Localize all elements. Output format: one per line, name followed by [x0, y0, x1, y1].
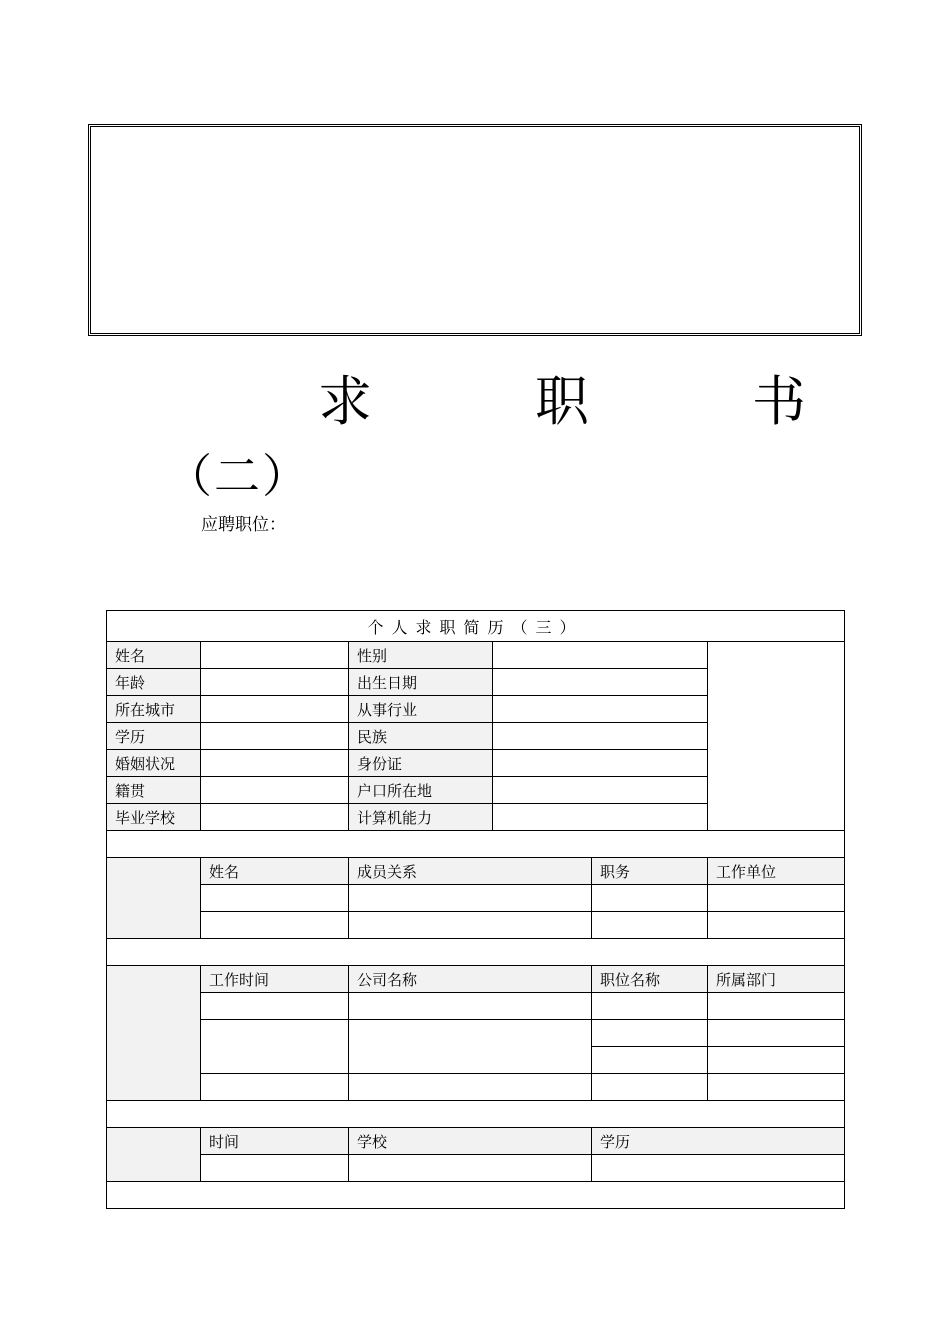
work-cell[interactable] — [708, 1020, 845, 1047]
label-age: 年龄 — [107, 669, 201, 696]
work-cell[interactable] — [201, 1020, 349, 1074]
field-city[interactable] — [201, 696, 349, 723]
field-id-card[interactable] — [493, 750, 708, 777]
table-row — [107, 1020, 845, 1047]
label-industry: 从事行业 — [349, 696, 493, 723]
work-cell[interactable] — [349, 1074, 592, 1101]
label-id-card: 身份证 — [349, 750, 493, 777]
work-cell[interactable] — [592, 993, 708, 1020]
label-marital-status: 婚姻状况 — [107, 750, 201, 777]
work-cell[interactable] — [708, 993, 845, 1020]
label-name: 姓名 — [107, 642, 201, 669]
section-spacer — [107, 831, 845, 858]
field-industry[interactable] — [493, 696, 708, 723]
family-cell[interactable] — [201, 885, 349, 912]
label-computer-skills: 计算机能力 — [349, 804, 493, 831]
family-cell[interactable] — [349, 885, 592, 912]
field-birthdate[interactable] — [493, 669, 708, 696]
field-native-place[interactable] — [201, 777, 349, 804]
work-cell[interactable] — [349, 993, 592, 1020]
family-cell[interactable] — [708, 885, 845, 912]
work-header-company: 公司名称 — [349, 966, 592, 993]
table-row — [107, 912, 845, 939]
title-char-1: 求 — [318, 370, 372, 433]
family-cell[interactable] — [708, 912, 845, 939]
work-header-time: 工作时间 — [201, 966, 349, 993]
education-cell[interactable] — [349, 1155, 592, 1182]
education-header-degree: 学历 — [592, 1128, 845, 1155]
section-spacer — [107, 939, 845, 966]
family-cell[interactable] — [592, 912, 708, 939]
work-cell[interactable] — [592, 1020, 708, 1047]
resume-heading: 个人求职简历（三） — [107, 611, 845, 642]
table-row — [107, 1074, 845, 1101]
family-header-position: 职务 — [592, 858, 708, 885]
work-cell[interactable] — [592, 1047, 708, 1074]
subtitle: （二） — [166, 449, 310, 503]
title-char-3: 书 — [752, 370, 806, 433]
work-cell[interactable] — [708, 1074, 845, 1101]
field-education-level[interactable] — [201, 723, 349, 750]
label-birthdate: 出生日期 — [349, 669, 493, 696]
label-city: 所在城市 — [107, 696, 201, 723]
section-spacer — [107, 1101, 845, 1128]
work-cell[interactable] — [201, 993, 349, 1020]
family-header-relation: 成员关系 — [349, 858, 592, 885]
field-graduate-school[interactable] — [201, 804, 349, 831]
family-section-label — [107, 858, 201, 939]
education-header-time: 时间 — [201, 1128, 349, 1155]
label-household-location: 户口所在地 — [349, 777, 493, 804]
work-cell[interactable] — [349, 1020, 592, 1074]
field-gender[interactable] — [493, 642, 708, 669]
education-header-school: 学校 — [349, 1128, 592, 1155]
table-row — [107, 1155, 845, 1182]
family-cell[interactable] — [201, 912, 349, 939]
field-age[interactable] — [201, 669, 349, 696]
position-label: 应聘职位： — [201, 515, 286, 535]
education-section-label — [107, 1128, 201, 1182]
resume-table — [106, 610, 845, 1209]
field-ethnicity[interactable] — [493, 723, 708, 750]
field-household-location[interactable] — [493, 777, 708, 804]
work-header-title: 职位名称 — [592, 966, 708, 993]
family-cell[interactable] — [349, 912, 592, 939]
section-spacer — [107, 1182, 845, 1209]
table-row — [107, 885, 845, 912]
work-cell[interactable] — [201, 1074, 349, 1101]
work-header-department: 所属部门 — [708, 966, 845, 993]
top-frame-box — [88, 124, 862, 336]
label-education-level: 学历 — [107, 723, 201, 750]
family-header-name: 姓名 — [201, 858, 349, 885]
education-cell[interactable] — [592, 1155, 845, 1182]
table-row — [107, 993, 845, 1020]
family-cell[interactable] — [592, 885, 708, 912]
work-section-label — [107, 966, 201, 1101]
label-native-place: 籍贯 — [107, 777, 201, 804]
family-header-employer: 工作单位 — [708, 858, 845, 885]
field-marital-status[interactable] — [201, 750, 349, 777]
work-cell[interactable] — [592, 1074, 708, 1101]
field-computer-skills[interactable] — [493, 804, 708, 831]
label-ethnicity: 民族 — [349, 723, 493, 750]
label-gender: 性别 — [349, 642, 493, 669]
work-cell[interactable] — [708, 1047, 845, 1074]
label-graduate-school: 毕业学校 — [107, 804, 201, 831]
title-char-2: 职 — [535, 370, 589, 433]
photo-cell[interactable] — [708, 642, 845, 831]
education-cell[interactable] — [201, 1155, 349, 1182]
field-name[interactable] — [201, 642, 349, 669]
